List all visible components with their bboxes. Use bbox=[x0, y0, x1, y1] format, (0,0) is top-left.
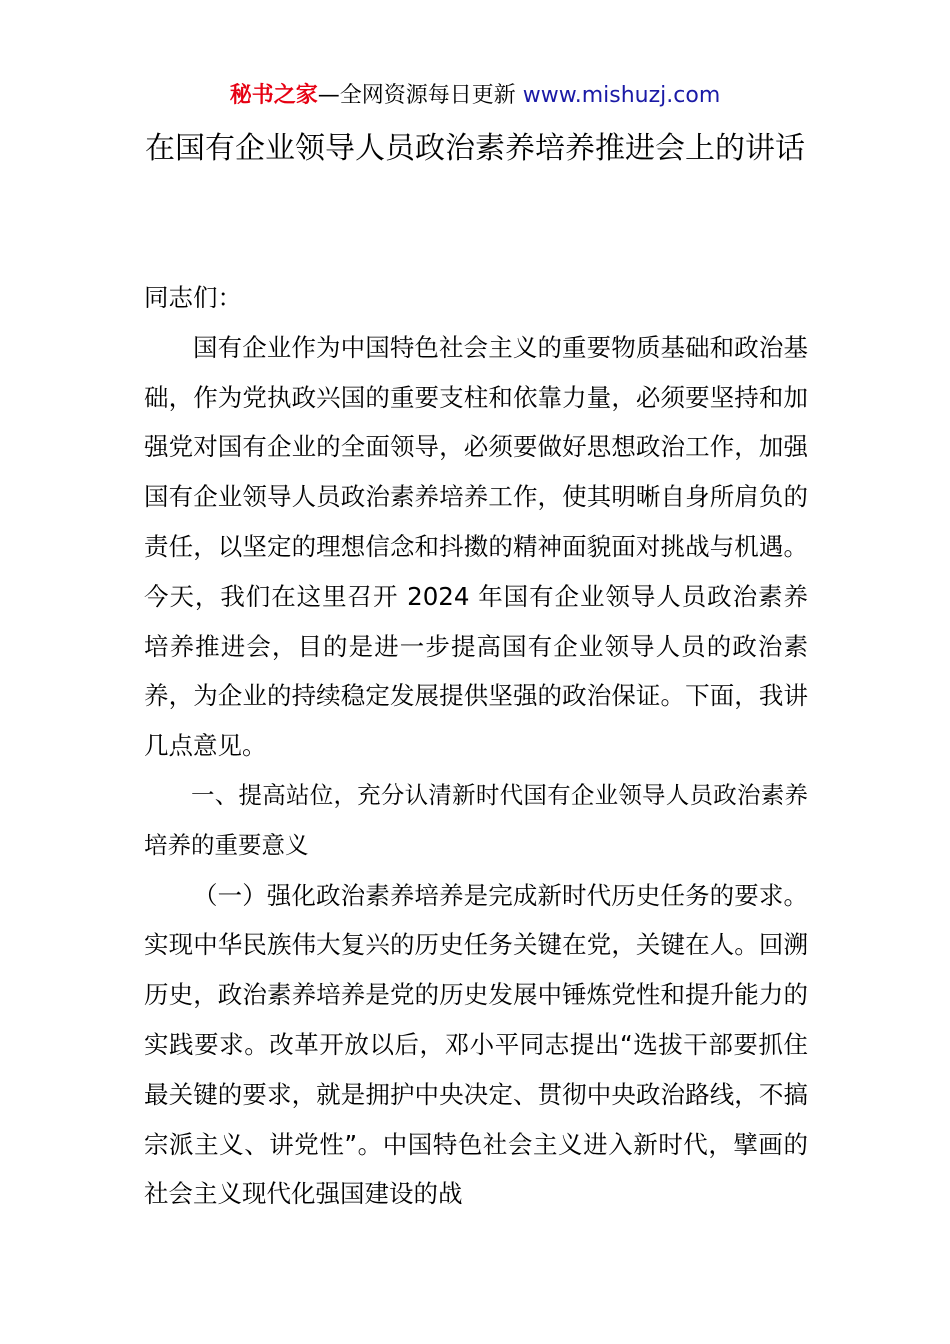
section-heading-1: 一、提高站位，充分认清新时代国有企业领导人员政治素养培养的重要意义 bbox=[144, 780, 808, 859]
site-header bbox=[0, 80, 950, 112]
salutation: 同志们： bbox=[144, 283, 242, 312]
document-title: 在国有企业领导人员政治素养培养推进会上的讲话 bbox=[145, 131, 805, 166]
site-brand: 秘书之家 bbox=[229, 83, 318, 108]
document-body bbox=[144, 273, 808, 1219]
paragraph-subsection-1: （一）强化政治素养培养是完成新时代历史任务的要求。实现中华民族伟大复兴的历史任务关键在党，关键在人。回溯历史，政治素养培养是党的历史发展中锤炼党性和提升能力的实践要求。改革开放以后，邓小平同志提出“选拔干部要抓住最关键的要求，就是拥护中央决定、贯彻中央政治路线，不搞宗派主义、讲党性”。中国特色社会主义进入新时代，擘画的社会主义现代化强国建设的战 bbox=[144, 880, 808, 1209]
paragraph-intro: 国有企业作为中国特色社会主义的重要物质基础和政治基础，作为党执政兴国的重要支柱和依靠力量，必须要坚持和加强党对国有企业的全面领导，必须要做好思想政治工作，加强国有企业领导人员政治素养培养工作，使其明晰自身所肩负的责任，以坚定的理想信念和抖擞的精神面貌面对挑战与机遇。今天，我们在这里召开 2024 年国有企业领导人员政治素养培养推进会，目的是进一步提高国有企业领导人员的政治素养，为企业的持续稳定发展提供坚强的政治保证。下面，我讲几点意见。 bbox=[144, 332, 808, 761]
site-url: www.mishuzj.com bbox=[522, 83, 721, 108]
site-tagline: —全网资源每日更新 bbox=[317, 83, 523, 108]
